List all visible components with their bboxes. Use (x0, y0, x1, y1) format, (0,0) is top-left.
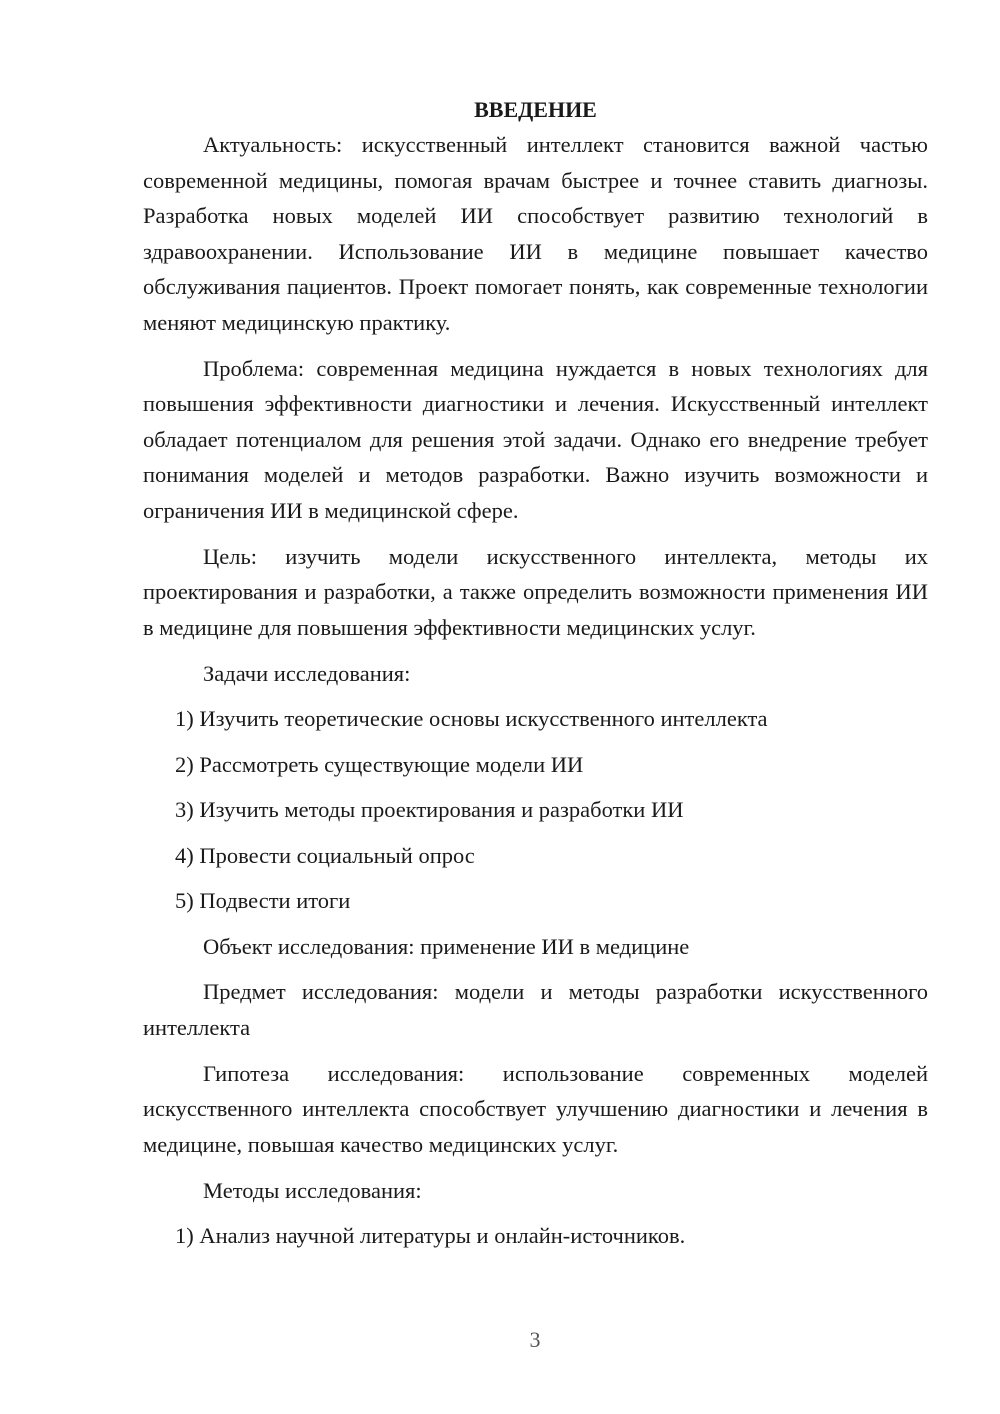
tasks-heading: Задачи исследования: (203, 660, 411, 686)
problem-paragraph: Проблема: современная медицина нуждается в новых технологиях для повышения эффективности диагностики и лечения. Искусственный интеллект обладает потенциалом для решения этой задачи. Однако его внедрение требует понимания моделей и методов разработки. Важно изучить возможности и ограничения ИИ в медицинской сфере. (143, 355, 928, 523)
document-page (143, 92, 928, 1264)
task-item: 3) Изучить методы проектирования и разработки ИИ (175, 797, 684, 822)
relevance-paragraph: Актуальность: искусственный интеллект становится важной частью современной медицины, помогая врачам быстрее и точнее ставить диагнозы. Разработка новых моделей ИИ способствует развитию технологий в здравоохранении. Использование ИИ в медицине повышает качество обслуживания пациентов. Проект помогает понять, как современные технологии меняют медицинскую практику. (143, 132, 928, 335)
page-number: 3 (529, 1327, 541, 1352)
task-item: 4) Провести социальный опрос (175, 842, 475, 868)
task-item: 2) Рассмотреть существующие модели ИИ (175, 751, 584, 777)
methods-list (143, 1218, 928, 1254)
tasks-list (143, 701, 928, 919)
section-title: ВВЕДЕНИЕ (474, 97, 597, 122)
task-item: 1) Изучить теоретические основы искусственного интеллекта (175, 706, 768, 731)
method-item: 1) Анализ научной литературы и онлайн-источников. (175, 1223, 686, 1248)
methods-heading: Методы исследования: (203, 1177, 422, 1203)
subject-paragraph: Предмет исследования: модели и методы разработки искусственного интеллекта (143, 979, 928, 1040)
goal-paragraph: Цель: изучить модели искусственного интеллекта, методы их проектирования и разработки, а также определить возможности применения ИИ в медицине для повышения эффективности медицинских услуг. (143, 543, 928, 640)
hypothesis-paragraph: Гипотеза исследования: использование современных моделей искусственного интеллекта способствует улучшению диагностики и лечения в медицине, повышая качество медицинских услуг. (143, 1060, 928, 1157)
object-paragraph: Объект исследования: применение ИИ в медицине (203, 933, 690, 959)
task-item: 5) Подвести итоги (175, 888, 351, 913)
